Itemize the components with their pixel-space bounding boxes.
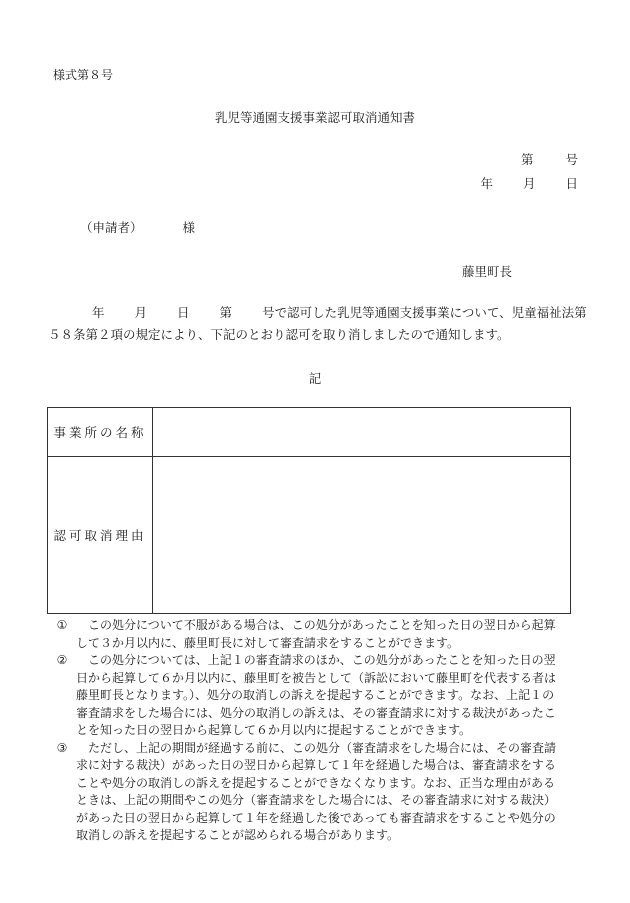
facility-name-value xyxy=(153,408,571,457)
table-row-reason xyxy=(48,457,571,614)
detail-table xyxy=(47,407,571,614)
note-line: ただし、上記の期間が経過する前に、この処分（審査請求をした場合には、その審査請 xyxy=(76,740,557,755)
note-line: この処分について不服がある場合は、この処分があったことを知った日の翌日から起算 xyxy=(76,618,556,632)
note-line: ときは、上記の期間やこの処分（審査請求をした場合には、その審査請求に対する裁決） xyxy=(76,793,557,807)
issuer-name: 藤里町長 xyxy=(461,264,512,279)
body-day: 日 xyxy=(177,305,190,320)
note-number: ② xyxy=(56,653,68,667)
date-month: 月 xyxy=(522,176,536,191)
note-line: 求に対する裁決）があった日の翌日から起算して１年を経過した場合は、審査請求をする xyxy=(76,758,556,772)
document-title: 乳児等通園支援事業認可取消通知書 xyxy=(214,110,415,125)
addressee xyxy=(80,218,195,236)
note-text xyxy=(76,652,580,740)
note-item xyxy=(48,652,580,740)
note-line: 藤里町長となります。）、処分の取消しの訴えを提起することができます。なお、上記１の xyxy=(76,688,555,702)
table-row-facility-name xyxy=(48,408,571,457)
note-line: 審査請求をした場合には、処分の取消しの訴えは、その審査請求に対する裁決があったこ xyxy=(76,705,556,720)
note-line: 取消しの訴えを提起することが認められる場合があります。 xyxy=(76,828,400,842)
reference-dai: 第 xyxy=(520,152,534,167)
body-dai: 第 xyxy=(219,305,233,320)
reference-number xyxy=(521,150,578,168)
issue-date xyxy=(480,174,578,192)
notes-list xyxy=(48,617,580,845)
note-item xyxy=(48,740,580,845)
addressee-label: （申請者） xyxy=(80,220,143,235)
addressee-honorific: 様 xyxy=(182,220,196,235)
note-number: ① xyxy=(56,618,68,632)
note-item xyxy=(48,617,580,652)
date-day: 日 xyxy=(565,176,578,191)
note-text xyxy=(76,740,580,845)
reason-label: 認可取消理由 xyxy=(48,457,153,614)
note-line: ことや処分の取消しの訴えを提起することができなくなります。なお、正当な理由がある xyxy=(76,775,556,790)
body-line1-rest: 号で認可した乳児等通園支援事業について、児童福祉法第 xyxy=(262,305,587,320)
note-line: この処分については、上記１の審査請求のほか、この処分があったことを知った日の翌 xyxy=(76,653,556,667)
note-line: とを知った日の翌日から起算して６か月以内に提起することができます。 xyxy=(76,723,472,737)
body-year: 年 xyxy=(92,305,105,320)
note-line: して３か月以内に、藤里町長に対して審査請求をすることができます。 xyxy=(76,635,460,650)
note-line: 日から起算して６か月以内に、藤里町を被告として（訴訟において藤里町を代表する者は xyxy=(76,670,557,685)
body-month: 月 xyxy=(134,305,148,320)
body-line-1 xyxy=(92,303,587,321)
date-year: 年 xyxy=(480,176,493,191)
note-line: があった日の翌日から起算して１年を経過した後であっても審査請求をすることや処分の xyxy=(76,810,556,825)
reference-go: 号 xyxy=(565,152,578,167)
note-number: ③ xyxy=(56,740,68,755)
note-text xyxy=(76,617,580,652)
facility-name-label: 事業所の名称 xyxy=(48,408,153,457)
form-number: 様式第８号 xyxy=(53,68,114,82)
ki-heading: 記 xyxy=(308,371,322,386)
body-line-2: ５８条第２項の規定により、下記のとおり認可を取り消しましたので通知します。 xyxy=(48,327,510,342)
reason-value xyxy=(153,457,571,614)
